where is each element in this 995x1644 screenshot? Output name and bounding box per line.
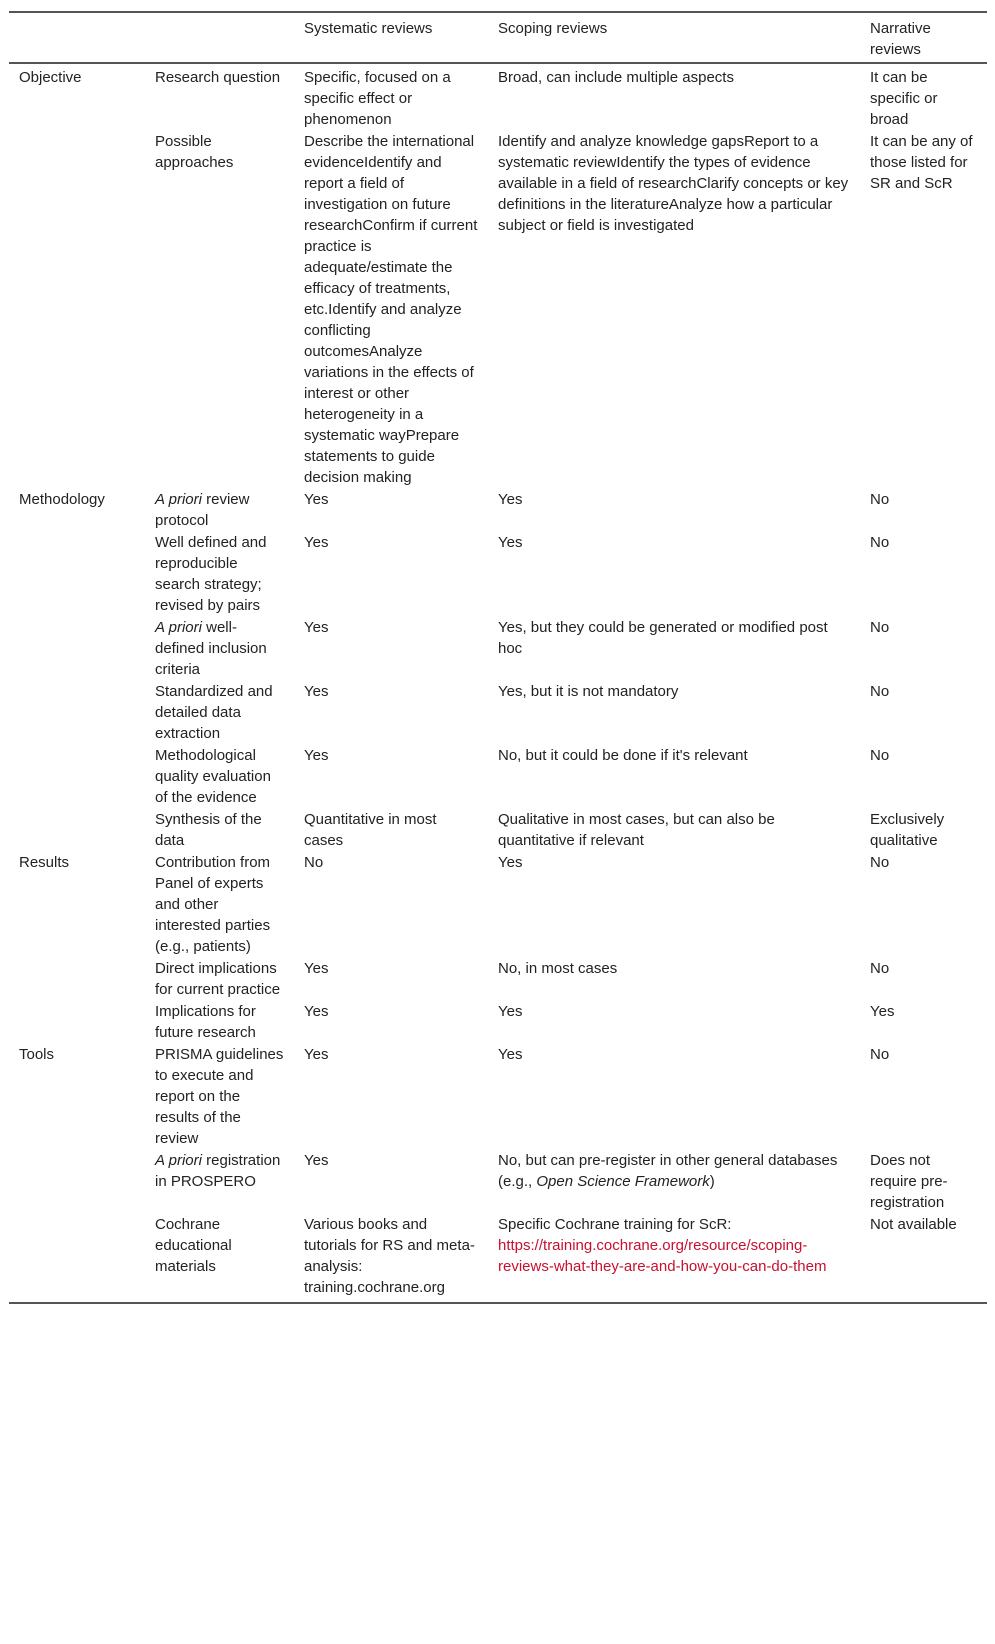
aspect-text: PRISMA guidelines to execute and report on the results of the review (155, 1046, 284, 1147)
group-label (9, 130, 145, 488)
systematic-cell: Yes (304, 1003, 329, 1020)
table-row (9, 957, 987, 1000)
table-row (9, 130, 987, 488)
group-label (9, 1149, 145, 1213)
group-label (9, 1213, 145, 1303)
aspect-text: Research question (155, 69, 281, 86)
table-row (9, 744, 987, 808)
aspect-text: review protocol (155, 491, 250, 529)
scoping-text: Specific Cochrane training for ScR: (498, 1216, 732, 1233)
aspect-emphasis: A priori (155, 1152, 202, 1169)
systematic-cell: No (304, 854, 324, 871)
narrative-cell: No (870, 854, 890, 871)
group-label (9, 680, 145, 744)
table-row (9, 531, 987, 616)
systematic-cell: Various books and tutorials for RS and meta-analysis: training.cochrane.org (304, 1216, 475, 1296)
scoping-cell (488, 1213, 860, 1303)
aspect-text: Synthesis of the data (155, 811, 262, 849)
header-scoping-reviews: Scoping reviews (498, 20, 608, 37)
header-cell (145, 12, 294, 63)
scoping-cell: Yes, but it is not mandatory (498, 683, 679, 700)
aspect-text: Direct implications for current practice (155, 960, 281, 998)
aspect-text: Contribution from Panel of experts and other interested parties (e.g., patients) (155, 854, 271, 955)
narrative-cell: No (870, 747, 890, 764)
narrative-cell: Yes (870, 1003, 895, 1020)
scoping-cell (488, 1149, 860, 1213)
cochrane-scoping-training-link[interactable]: https://training.cochrane.org/resource/scoping-reviews-what-they-are-and-how-you-can-do-them (498, 1237, 827, 1275)
table-row-prospero (9, 1149, 987, 1213)
aspect-emphasis: A priori (155, 619, 202, 636)
narrative-cell: No (870, 619, 890, 636)
systematic-cell: Yes (304, 960, 329, 977)
systematic-cell: Yes (304, 1152, 329, 1169)
narrative-cell: No (870, 1046, 890, 1063)
group-label (9, 531, 145, 616)
table-row (9, 851, 987, 957)
table-row (9, 1000, 987, 1043)
systematic-cell: Yes (304, 747, 329, 764)
aspect-label (145, 680, 294, 744)
review-comparison-table (9, 11, 987, 1304)
aspect-label (145, 1149, 294, 1213)
scoping-cell: Yes, but they could be generated or modified post hoc (498, 619, 828, 657)
aspect-label (145, 808, 294, 851)
narrative-cell: No (870, 960, 890, 977)
aspect-label (145, 63, 294, 130)
aspect-label (145, 744, 294, 808)
aspect-text: well-defined inclusion criteria (155, 619, 267, 678)
table-row (9, 680, 987, 744)
table-row-cochrane (9, 1213, 987, 1303)
narrative-cell: No (870, 534, 890, 551)
scoping-cell: Yes (498, 1046, 523, 1063)
narrative-cell: Not available (870, 1216, 957, 1233)
aspect-text: registration in PROSPERO (155, 1152, 281, 1190)
header-narrative-reviews: Narrative reviews (870, 20, 931, 58)
narrative-cell: Exclusively qualitative (870, 811, 945, 849)
aspect-text: Well defined and reproducible search strategy; revised by pairs (155, 534, 267, 614)
systematic-cell: Specific, focused on a specific effect or phenomenon (304, 69, 451, 128)
scoping-cell: Qualitative in most cases, but can also be quantitative if relevant (498, 811, 775, 849)
aspect-label: Cochrane educational materials (155, 1216, 232, 1275)
aspect-label (145, 1000, 294, 1043)
aspect-label (145, 957, 294, 1000)
systematic-cell: Yes (304, 1046, 329, 1063)
aspect-emphasis: A priori (155, 491, 202, 508)
table-row (9, 63, 987, 130)
narrative-cell: No (870, 683, 890, 700)
aspect-label (145, 1043, 294, 1149)
group-label (9, 1000, 145, 1043)
aspect-text: Standardized and detailed data extraction (155, 683, 273, 742)
systematic-cell: Quantitative in most cases (304, 811, 437, 849)
group-label (9, 744, 145, 808)
scoping-cell: Broad, can include multiple aspects (498, 69, 734, 86)
narrative-cell: No (870, 491, 890, 508)
aspect-label (145, 488, 294, 531)
scoping-cell: Yes (498, 854, 523, 871)
scoping-emphasis: Open Science Framework (536, 1173, 710, 1190)
scoping-cell: No, in most cases (498, 960, 618, 977)
systematic-cell: Yes (304, 534, 329, 551)
systematic-cell: Describe the international evidenceIdentify and report a field of investigation on future researchConfirm if current practice is adequate/estimate the efficacy of treatments, etc.Identify and analyze conflicting outcomesAnalyze variations in the effects of interest or other heterogeneity in a systematic wayPrepare statements to guide decision making (304, 133, 478, 486)
group-label: Results (19, 854, 70, 871)
table-row (9, 488, 987, 531)
group-label (9, 616, 145, 680)
narrative-cell: It can be specific or broad (870, 69, 938, 128)
scoping-text: No, but can pre-register in other general databases (e.g., (498, 1152, 838, 1190)
header-cell (9, 12, 145, 63)
systematic-cell: Yes (304, 491, 329, 508)
aspect-text: Possible approaches (155, 133, 234, 171)
scoping-cell: Yes (498, 491, 523, 508)
table-row (9, 1043, 987, 1149)
scoping-cell: No, but it could be done if it's relevant (498, 747, 748, 764)
group-label: Methodology (19, 491, 105, 508)
scoping-cell: Yes (498, 1003, 523, 1020)
review-comparison-table-container (9, 11, 987, 1304)
narrative-cell: It can be any of those listed for SR and ScR (870, 133, 973, 192)
group-label (9, 808, 145, 851)
aspect-label (145, 851, 294, 957)
aspect-text: Implications for future research (155, 1003, 256, 1041)
aspect-text: Methodological quality evaluation of the evidence (155, 747, 271, 806)
group-label: Objective (19, 69, 82, 86)
systematic-cell: Yes (304, 683, 329, 700)
aspect-label (145, 616, 294, 680)
systematic-cell: Yes (304, 619, 329, 636)
header-row (9, 12, 987, 63)
table-row (9, 616, 987, 680)
group-label: Tools (19, 1046, 55, 1063)
scoping-text-end: ) (709, 1173, 715, 1190)
aspect-label (145, 130, 294, 488)
aspect-label (145, 531, 294, 616)
header-systematic-reviews: Systematic reviews (304, 20, 433, 37)
narrative-cell: Does not require pre-registration (870, 1152, 948, 1211)
scoping-cell: Yes (498, 534, 523, 551)
scoping-cell: Identify and analyze knowledge gapsReport to a systematic reviewIdentify the types of evidence available in a field of researchClarify concepts or key definitions in the literatureAnalyze how a particular subject or field is investigated (498, 133, 849, 234)
table-row (9, 808, 987, 851)
group-label (9, 957, 145, 1000)
